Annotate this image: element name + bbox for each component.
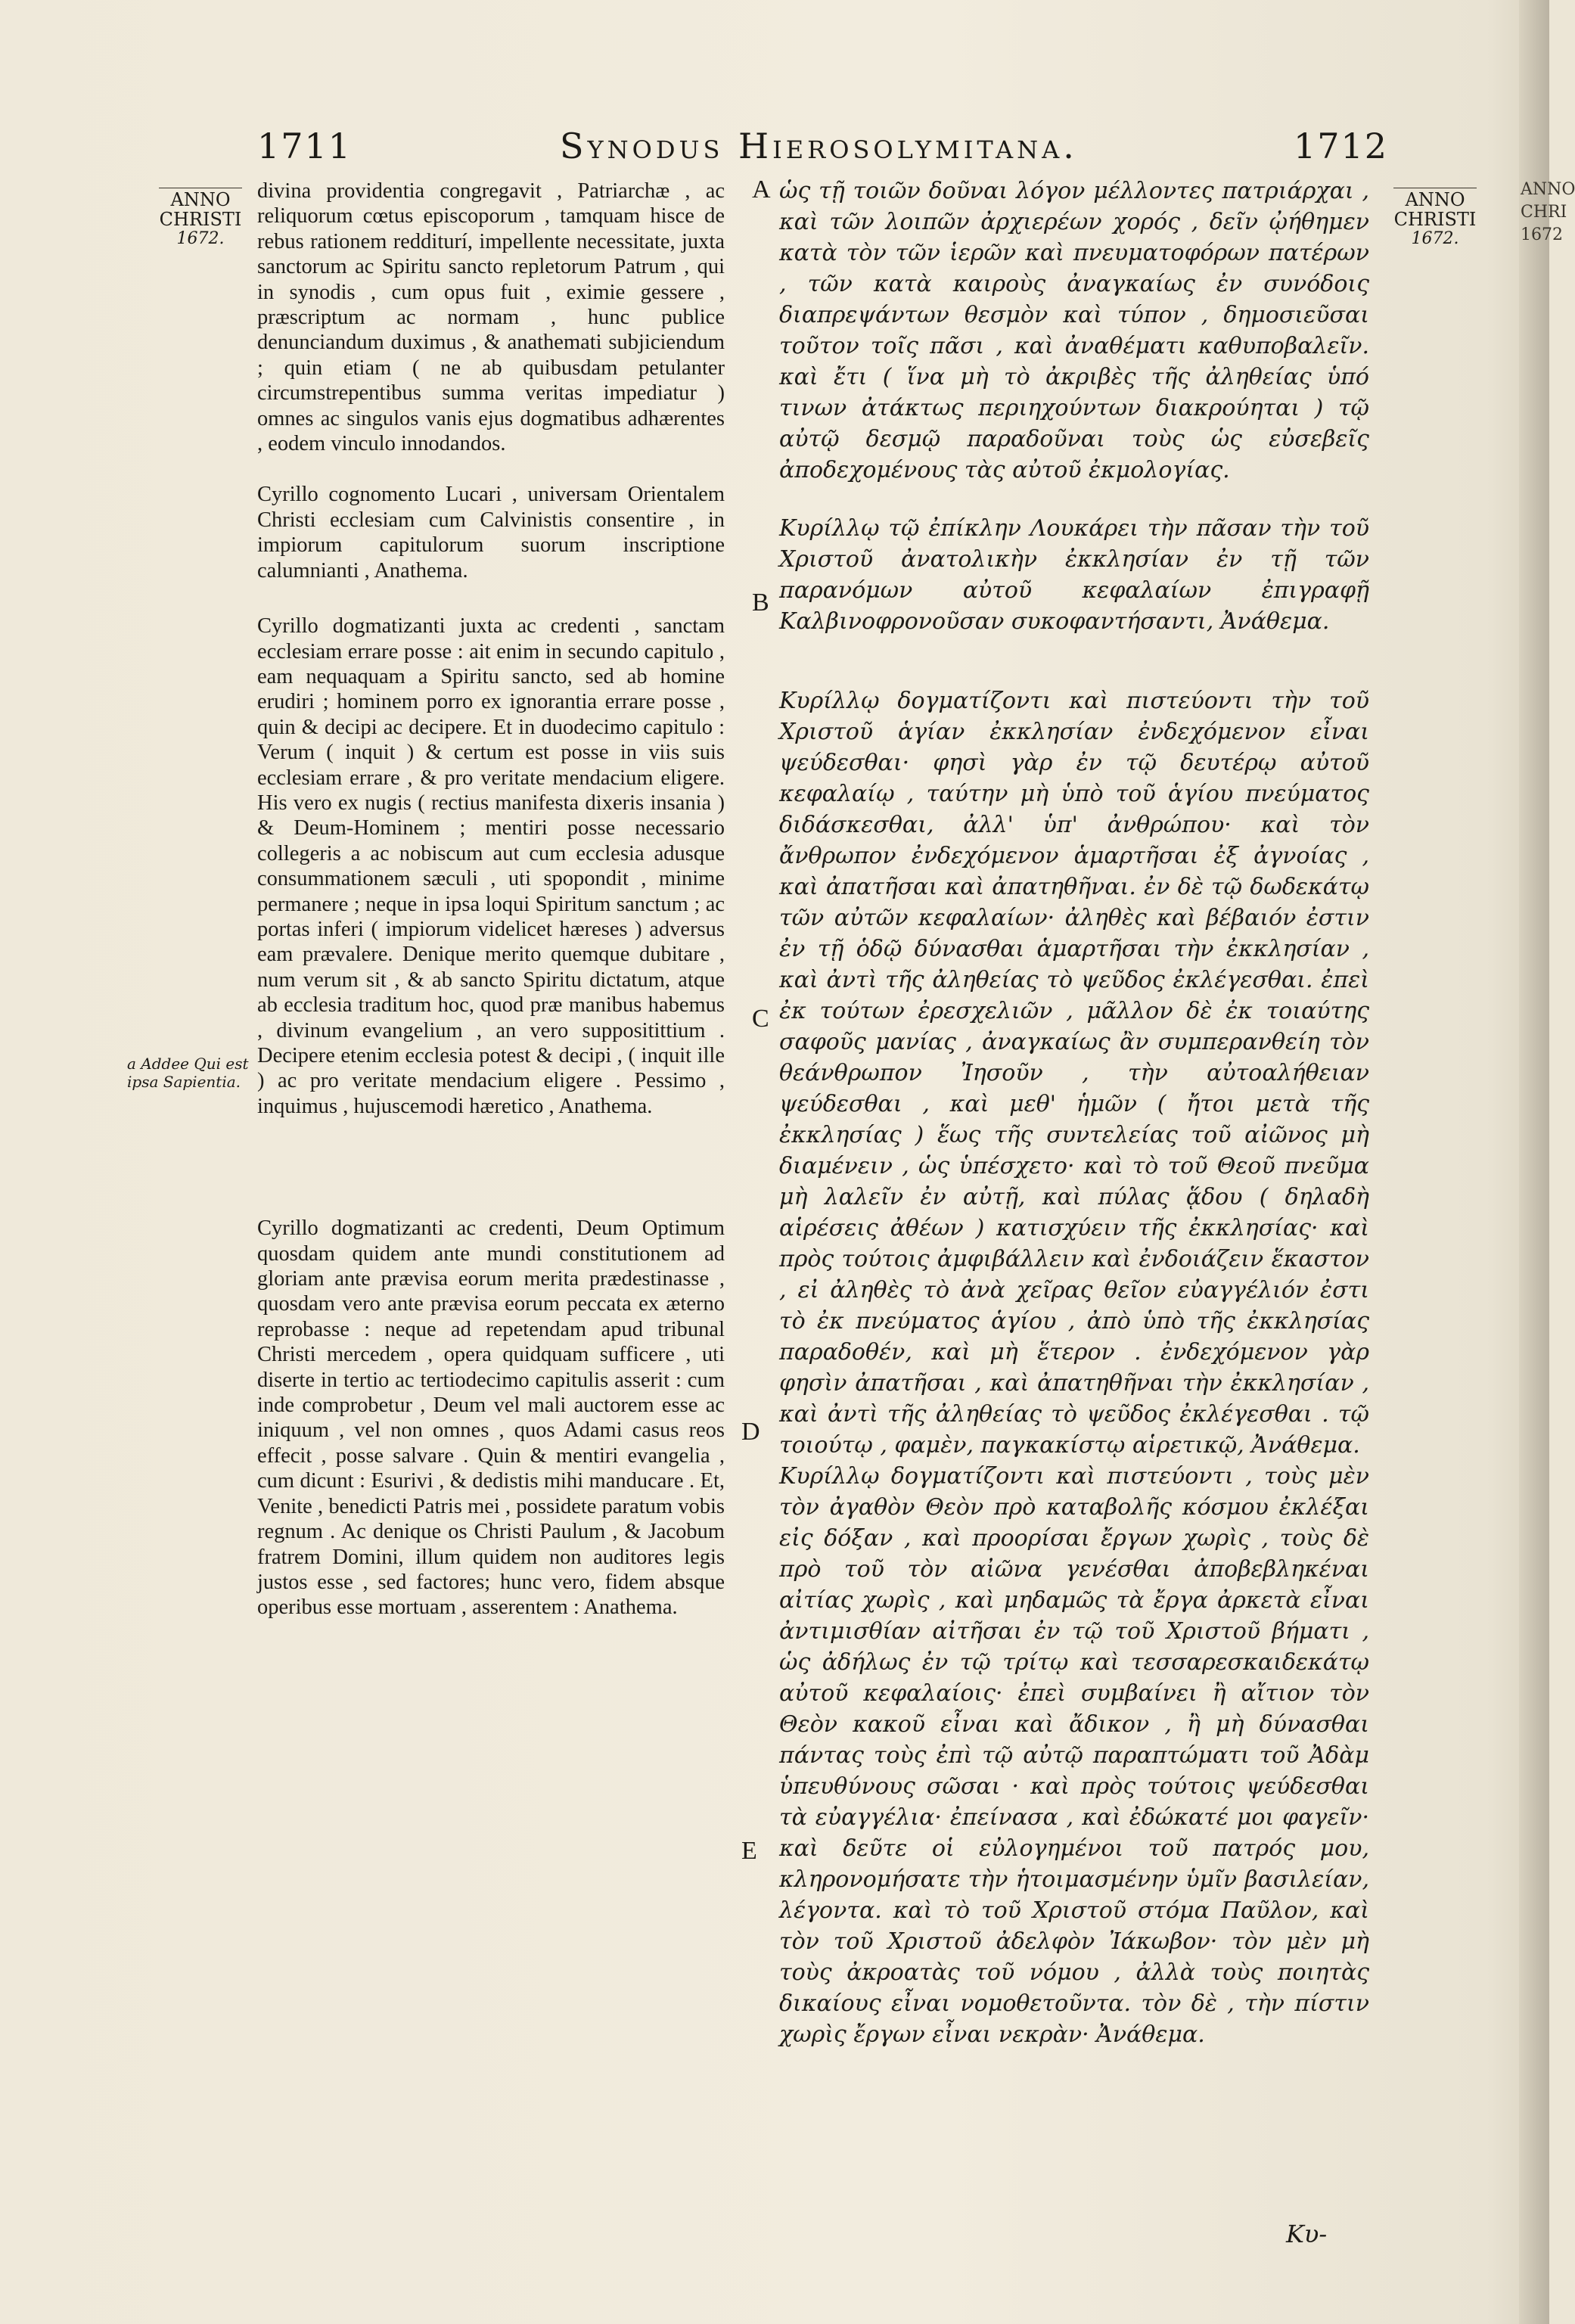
section-marker-a: A bbox=[752, 176, 771, 204]
latin-column bbox=[257, 179, 725, 1620]
left-page-number: 1711 bbox=[257, 126, 353, 166]
greek-paragraph: Κυρίλλῳ δογματίζοντι καὶ πιστεύοντι , τοὺς μὲν τὸν ἀγαθὸν Θεὸν πρὸ καταβολῆς κόσμου ἐκλέξαι εἰς δόξαν , καὶ προορίσαι ἔργων χωρὶς , τοὺς δὲ πρὸ τοῦ τὸν αἰῶνα γενέσθαι ἀποβεβληκέναι αἰτίας χωρὶς , καὶ μηδαμῶς τὰ ἔργα ἀρκετὰ εἶναι ἀντιμισθίαν αἰτῆσαι ἐν τῷ τοῦ Χριστοῦ βήματι , ὡς ἀδήλως ἐν τῷ τρίτῳ καὶ τεσσαρεσκαιδεκάτῳ αὐτοῦ κεφαλαίοις· ἐπεὶ συμβαίνει ἢ αἴτιον τὸν Θεὸν κακοῦ εἶναι καὶ ἄδικον , ἢ μὴ δύνασθαι πάντας τοὺς ἐπὶ τῷ αὐτῷ παραπτώματι τοῦ Ἀδὰμ ὑπευθύνους σῶσαι · καὶ πρὸς τούτοις ψεύδεσθαι τὰ εὐαγγέλια· ἐπείνασα , καὶ ἐδώκατέ μοι φαγεῖν· καὶ δεῦτε οἱ εὐλογημένοι τοῦ πατρός μου, κληρονομήσατε τὴν ἡτοιμασμένην ὑμῖν βασιλείαν, λέγοντα. καὶ τὸ τοῦ Χριστοῦ στόμα Παῦλον, καὶ τὸν τοῦ Χριστοῦ ἀδελφὸν Ἰάκωβον· τὸν μὲν μὴ τοὺς ἀκροατὰς τοῦ νόμου , ἀλλὰ τοὺς ποιητὰς δικαίους εἶναι νομοθετοῦντα. τὸν δὲ , τὴν πίστιν χωρὶς ἔργων εἶναι νεκρὰν· Ἀνάθεμα. bbox=[779, 1463, 1369, 2048]
margin-label-left bbox=[159, 188, 242, 249]
greek-paragraph: Κυρίλλῳ δογματίζοντι καὶ πιστεύοντι τὴν τοῦ Χριστοῦ ἁγίαν ἐκκλησίαν ἐνδεχόμενον εἶναι ψεύδεσθαι· φησὶ γὰρ ἐν τῷ δευτέρῳ αὐτοῦ κεφαλαίῳ , ταύτην μὴ ὑπὸ τοῦ ἁγίου πνεύματος διδάσκεσθαι, ἀλλ' ὑπ' ἀνθρώπου· καὶ τὸν ἄνθρωπον ἐνδεχόμενον ἁμαρτῆσαι ἐξ ἀγνοίας , καὶ ἀπατῆσαι καὶ ἀπατηθῆναι. ἐν δὲ τῷ δωδεκάτῳ τῶν αὐτῶν κεφαλαίων· ἀληθὲς καὶ βέβαιόν ἐστιν ἐν τῇ ὁδῷ δύνασθαι ἁμαρτῆσαι τὴν ἐκκλησίαν , καὶ ἀντὶ τῆς ἀληθείας τὸ ψεῦδος ἐκλέγεσθαι. ἐπεὶ ἐκ τούτων ἐρεσχελιῶν , μᾶλλον δὲ ἐκ τοιαύτης σαφοῦς μανίας , ἀναγκαίως ἂν συμπερανθείη τὸν θεάνθρωπον Ἰησοῦν , τὴν αὐτοαλήθειαν ψεύδεσθαι , καὶ μεθ' ἡμῶν ( ἤτοι μετὰ τῆς ἐκκλησίας ) ἕως τῆς συντελείας τοῦ αἰῶνος μὴ διαμένειν , ὡς ὑπέσχετο· καὶ τὸ τοῦ Θεοῦ πνεῦμα μὴ λαλεῖν ἐν αὐτῇ, καὶ πύλας ᾅδου ( δηλαδὴ αἱρέσεις ἀθέων ) κατισχύειν τῆς ἐκκλησίας· καὶ πρὸς τούτοις ἀμφιβάλλειν καὶ ἐνδοιάζειν ἕκαστον , εἰ ἀληθὲς τὸ ἀνὰ χεῖρας θεῖον εὐαγγέλιόν ἐστι τὸ ἐκ πνεύματος ἁγίου , ἀπὸ ὑπὸ τῆς ἐκκλησίας παραδοθέν, καὶ μὴ ἕτερον . ἐνδεχόμενον γὰρ φησὶν ἀπατῆσαι , καὶ ἀπατηθῆναι τὴν ἐκκλησίαν , καὶ ἀντὶ τῆς ἀληθείας τὸ ψεῦδος ἐκλέγεσθαι . τῷ τοιούτῳ , φαμὲν, παγκακίστῳ αἱρετικῷ, Ἀνάθεμα. bbox=[779, 688, 1369, 1459]
latin-paragraph: Cyrillo cognomento Lucari , universam Orientalem Christi ecclesiam cum Calvinistis consentire , in impiorum capitulorum suorum inscriptione calumnianti , Anathema. bbox=[257, 483, 725, 583]
side-note: a Addee Qui est ipsa Sapientia. bbox=[127, 1055, 249, 1091]
latin-paragraph: Cyrillo dogmatizanti juxta ac credenti , sanctam ecclesiam errare posse : ait enim in secundo capitulo , eam nequaquam a Spiritu sancto, sed ab homine erudiri ; hominem porro ex ignorantia errare posse , quin & decipi ac decipere. Et in duodecimo capitulo : Verum ( inquit ) & certum est posse in viis suis ecclesiam errare , & pro veritate mendacium eligere. His vero ex nugis ( rectius manifesta dixeris insania ) & Deum-Hominem ; mentiri posse necessario collegeris a ac nobiscum aut cum ecclesia adusque consummationem sæculi , uti spopondit , minime permanere ; neque in ipsa loqui Spiritum sanctum ; ac portas inferi ( impiorum videlicet hæreses ) adversus eam prævalere. Denique merito quemque dubitare , num verum sit , & ab sancto Spiritu dictatum, atque ab ecclesia traditum hoc, quod præ manibus habemus , divinum evangelium , an vero suppositittium . Decipere etenim ecclesia potest & decipi , ( inquit ille ) ac pro veritate mendacium eligere . Pessimo , inquimus , hujuscemodi hæretico , Anathema. bbox=[257, 614, 725, 1118]
greek-paragraph: Κυρίλλῳ τῷ ἐπίκλην Λουκάρει τὴν πᾶσαν τὴν τοῦ Χριστοῦ ἀνατολικὴν ἐκκλησίαν ἐν τῇ τῶν παρανόμων αὐτοῦ κεφαλαίων ἐπιγραφῇ Καλβινοφρονοῦσαν συκοφαντήσαντι, Ἀνάθεμα. bbox=[779, 515, 1369, 635]
anno-year: 1672. bbox=[1411, 229, 1459, 248]
greek-paragraph: ὡς τῇ τοιῶν δοῦναι λόγον μέλλοντες πατριάρχαι , καὶ τῶν λοιπῶν ἀρχιερέων χορός , δεῖν ᾠήθημεν κατὰ τὸν τῶν ἱερῶν καὶ πνευματοφόρων πατέρων , τῶν κατὰ καιροὺς ἀναγκαίως ἐν συνόδοις διαπρεψάντων θεσμὸν καὶ τύπον , δημοσιεῦσαι τοῦτον τοῖς πᾶσι , καὶ ἀναθέματι καθυποβαλεῖν. καὶ ἔτι ( ἵνα μὴ τὸ ἀκριβὲς τῆς ἀληθείας ὑπό τινων ἀτάκτως περιηχούντων διακρούηται ) τῷ αὐτῷ δεσμῷ παραδοῦναι τοὺς ὡς εὐσεβεῖς ἀποδεχομένους τὰς αὐτοῦ ἐκμολογίας. bbox=[779, 178, 1369, 483]
section-marker-b: B bbox=[752, 589, 769, 617]
greek-column bbox=[779, 176, 1369, 2050]
anno-label: ANNO CHRISTI bbox=[1393, 189, 1477, 230]
running-title: Synodus Hierosolymitana. bbox=[560, 126, 1078, 166]
latin-paragraph: divina providentia congregavit , Patriarchæ , ac reliquorum cœtus episcoporum , tamquam hisce de rebus rationem redditurí, impellente necessitate, juxta sanctorum ac Spiritu sancto repletorum Patrum , qui in synodis , cum opus fuit , eximie gessere , præscriptum ac normam , hunc publice denunciandum duximus , & anathemati subjiciendum ; quin etiam ( ne ab quibusdam petulanter circumstrepentibus summa veritas impediatur ) omnes ac singulos vanis ejus dogmatibus adhærentes , eodem vinculo innodandos. bbox=[257, 179, 725, 456]
anno-year: 1672. bbox=[176, 229, 225, 248]
section-marker-e: E bbox=[741, 1837, 757, 1865]
margin-label-right bbox=[1393, 188, 1477, 249]
latin-paragraph: Cyrillo dogmatizanti ac credenti, Deum Optimum quosdam quidem ante mundi constitutionem ad gloriam ante prævisa eorum merita prædestinasse , quosdam vero ante prævisa eorum peccata ex æterno reprobasse : neque ad repetendam apud tribunal Christi mercedem , opera quidquam sufficere , uti diserte in tertio ac tertiodecimo capitulis asserit : cum inde comprobetur , Deum vel mali auctorem esse ac iniquum , vel non omnes , quos Adami casus reos effecit , posse salvare . Quin & mentiri evangelia , cum dicunt : Esurivi , & dedistis mihi manducare . Et, Venite , benedicti Patris mei , possidete paratum vobis regnum . Ac denique os Christi Paulum , & Jacobum fratrem Domini, illum quidem non auditores legis justos esse , sed factores; hunc vero, fidem absque operibus esse mortuam , asserentem : Anathema. bbox=[257, 1216, 725, 1620]
section-marker-d: D bbox=[741, 1418, 760, 1446]
anno-label: ANNO CHRISTI bbox=[159, 189, 242, 230]
catchword: Κυ- bbox=[1286, 2220, 1328, 2248]
adjacent-page-edge bbox=[1519, 0, 1575, 2324]
edge-anno-label: ANNO CHRI 1672 bbox=[1521, 180, 1575, 244]
right-page-number: 1712 bbox=[1294, 126, 1389, 166]
section-marker-c: C bbox=[752, 1005, 769, 1033]
